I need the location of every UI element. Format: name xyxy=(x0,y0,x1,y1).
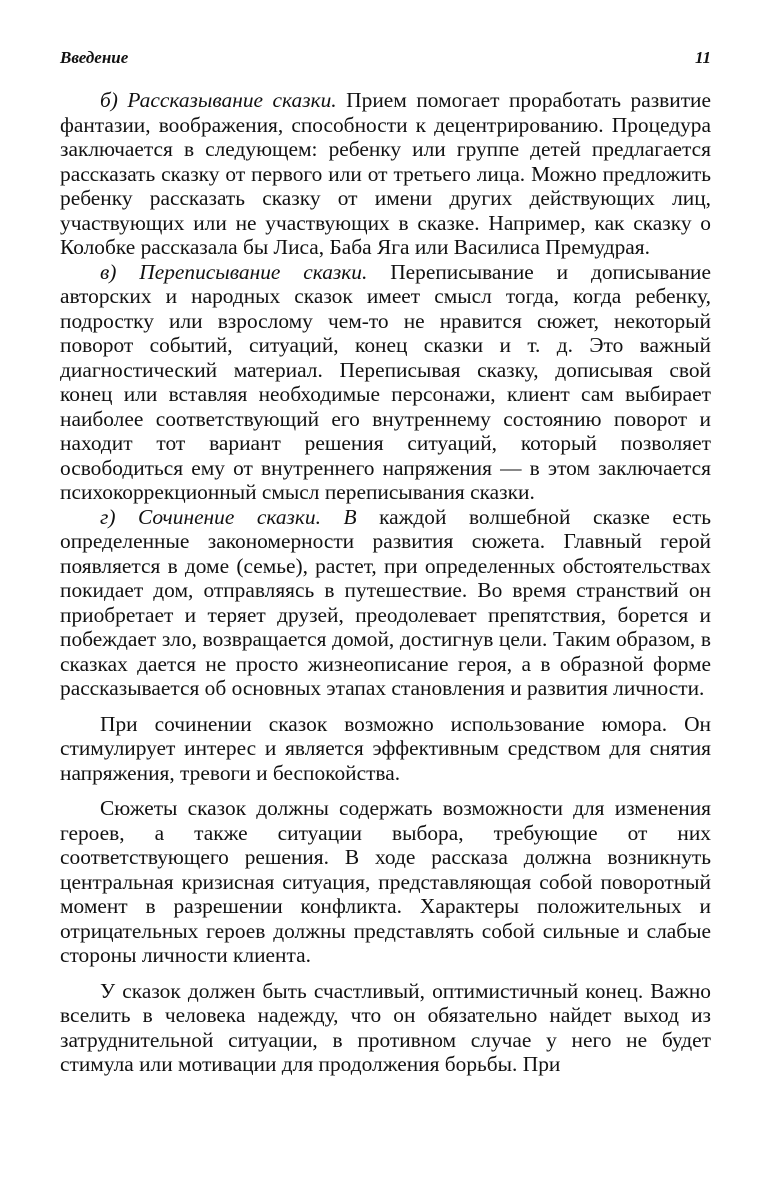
paragraph-rewriting xyxy=(60,260,711,505)
paragraph-body: Переписывание и дописывание авторских и народных сказок имеет смысл тогда, когда ребенку, подростку или взрослому чем-то не нравится сюжет, некоторый поворот событий, ситуаций, конец сказки и т. д. Это важный диагностический материал. Переписывая сказку, дописывая свой конец или вставляя необходимые персонажи, клиент сам выбирает наиболее соответствующий его внутреннему состоянию поворот и находит тот вариант решения ситуаций, который позволяет освободиться ему от внутреннего напряжения — в этом заключается психокоррекционный смысл переписывания сказки. xyxy=(60,259,711,504)
paragraph-body: У сказок должен быть счастливый, оптимистичный конец. Важно вселить в человека надежду, что он обязательно найдет выход из затруднительной ситуации, в противном случае у него не будет стимула или мотивации для продолжения борьбы. При xyxy=(60,978,711,1076)
page-number: 11 xyxy=(694,48,711,67)
book-page xyxy=(60,48,711,1077)
paragraph-lead: в) Переписывание сказки. xyxy=(100,259,368,284)
paragraph-humor xyxy=(60,712,711,786)
section-title: Введение xyxy=(60,48,129,67)
paragraph-lead: г) Сочинение сказки. В xyxy=(100,504,357,529)
body-text xyxy=(60,88,711,1077)
paragraph-composing xyxy=(60,505,711,701)
paragraph-plots xyxy=(60,796,711,968)
paragraph-body: Прием помогает проработать развитие фантазии, воображения, способности к децентрированию. Процедура заключается в следующем: ребенку или группе детей предлагается рассказать сказку от первого или от третьего лица. Можно предложить ребенку рассказать сказку от имени других действующих лиц, участвующих или не участвующих в сказке. Например, как сказку о Колобке рассказала бы Лиса, Баба Яга или Василиса Премудрая. xyxy=(60,88,711,259)
paragraph-happy-ending xyxy=(60,979,711,1077)
paragraph-retelling xyxy=(60,88,711,260)
paragraph-body: каждой волшебной сказке есть определенные закономерности развития сюжета. Главный герой появляется в доме (семье), растет, при определенных обстоятельствах покидает дом, отправляясь в путешествие. Во время странствий он приобретает и теряет друзей, преодолевает препятствия, борется и побеждает зло, возвращается домой, достигнув цели. Таким образом, в сказках дается не просто жизнеописание героя, а в образной форме рассказывается об основных этапах становления и развития личности. xyxy=(60,504,711,700)
running-head xyxy=(60,48,711,78)
paragraph-body: Сюжеты сказок должны содержать возможности для изменения героев, а также ситуации выбора, требующие от них соответствующего решения. В ходе рассказа должна возникнуть центральная кризисная ситуация, представляющая собой поворотный момент в разрешении конфликта. Характеры положительных и отрицательных героев должны представлять собой сильные и слабые стороны личности клиента. xyxy=(60,796,711,967)
paragraph-lead: б) Рассказывание сказки. xyxy=(100,88,337,112)
paragraph-body: При сочинении сказок возможно использование юмора. Он стимулирует интерес и является эффективным средством для снятия напряжения, тревоги и беспокойства. xyxy=(60,711,711,785)
